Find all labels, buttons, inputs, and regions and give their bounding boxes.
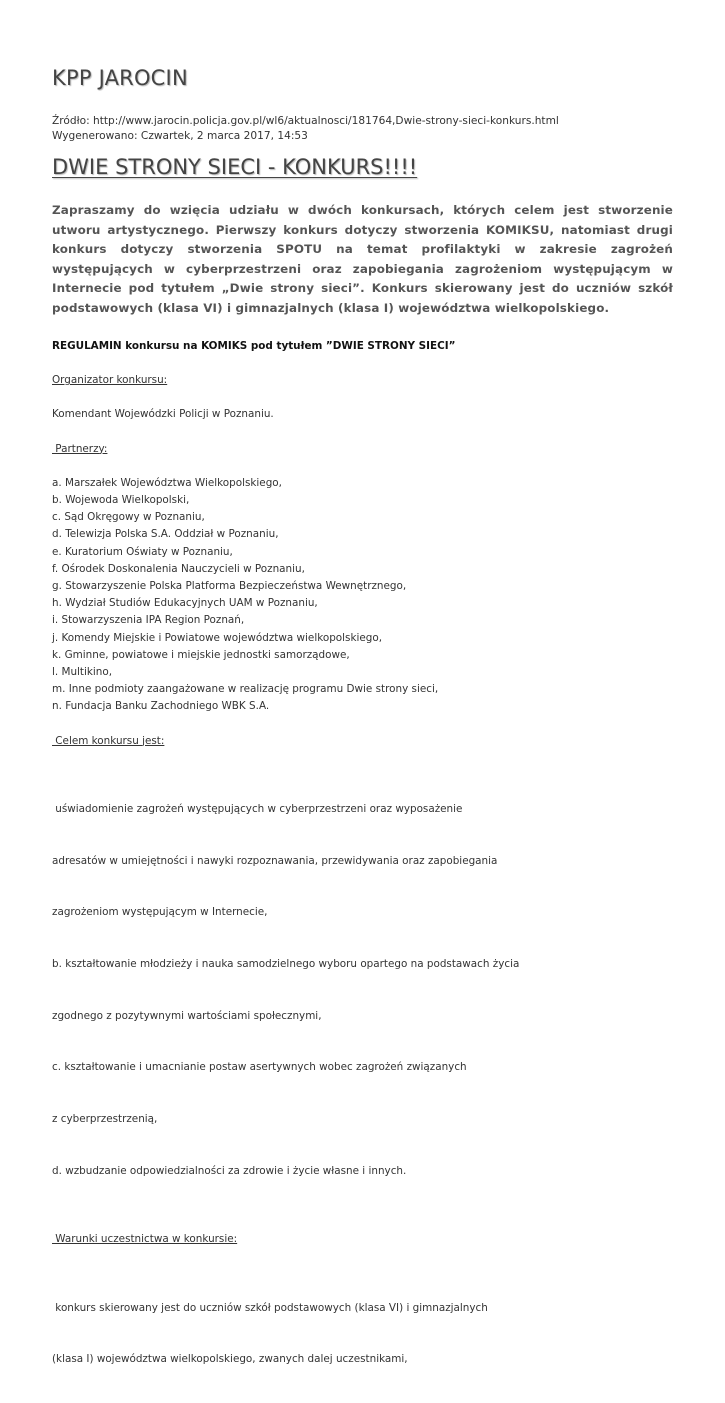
site-title: KPP JAROCIN — [52, 66, 188, 90]
partners-list — [52, 475, 677, 716]
regulation-title: REGULAMIN konkursu na KOMIKS pod tytułem ”DWIE STRONY SIECI” — [52, 340, 456, 352]
list-item: n. Fundacja Banku Zachodniego WBK S.A. — [52, 700, 270, 713]
article-body — [52, 338, 677, 1403]
list-item: uświadomienie zagrożeń występujących w cyberprzestrzeni oraz wyposażenie — [52, 803, 463, 816]
organizer-text: Komendant Wojewódzki Policji w Poznaniu. — [52, 408, 274, 421]
list-item: k. Gminne, powiatowe i miejskie jednostki samorządowe, — [52, 648, 350, 661]
list-item: d. Telewizja Polska S.A. Oddział w Poznaniu, — [52, 528, 279, 541]
list-item: c. Sąd Okręgowy w Poznaniu, — [52, 511, 205, 524]
list-item: m. Inne podmioty zaangażowane w realizację programu Dwie strony sieci, — [52, 683, 439, 696]
list-item: konkurs skierowany jest do uczniów szkół podstawowych (klasa VI) i gimnazjalnych — [52, 1301, 488, 1314]
list-item: (klasa I) województwa wielkopolskiego, zwanych dalej uczestnikami, — [52, 1353, 408, 1366]
list-item: j. Komendy Miejskie i Powiatowe województwa wielkopolskiego, — [52, 631, 383, 644]
generated-line: Wygenerowano: Czwartek, 2 marca 2017, 14:53 — [52, 130, 308, 142]
list-item: z cyberprzestrzenią, — [52, 1112, 158, 1125]
list-item: c. kształtowanie i umacnianie postaw asertywnych wobec zagrożeń związanych — [52, 1061, 467, 1074]
list-item: zgodnego z pozytywnymi wartościami społecznymi, — [52, 1009, 322, 1022]
goals-list — [52, 767, 677, 1214]
conditions-list — [52, 1265, 677, 1403]
list-item: g. Stowarzyszenie Polska Platforma Bezpieczeństwa Wewnętrznego, — [52, 580, 407, 593]
conditions-heading: Warunki uczestnictwa w konkursie: — [52, 1233, 238, 1246]
list-item: b. Wojewoda Wielkopolski, — [52, 494, 190, 507]
list-item: i. Stowarzyszenia IPA Region Poznań, — [52, 614, 245, 627]
list-item: l. Multikino, — [52, 666, 113, 679]
partners-heading: Partnerzy: — [52, 442, 108, 455]
list-item: h. Wydział Studiów Edukacyjnych UAM w Poznaniu, — [52, 597, 318, 610]
organizer-heading: Organizator konkursu: — [52, 374, 168, 387]
list-item: b. kształtowanie młodzieży i nauka samodzielnego wyboru opartego na podstawach życia — [52, 958, 520, 971]
list-item: adresatów w umiejętności i nawyki rozpoznawania, przewidywania oraz zapobiegania — [52, 854, 498, 867]
document-meta — [52, 114, 559, 144]
list-item: f. Ośrodek Doskonalenia Nauczycieli w Poznaniu, — [52, 562, 305, 575]
article-title: DWIE STRONY SIECI - KONKURS!!!! — [52, 155, 418, 179]
goal-heading: Celem konkursu jest: — [52, 734, 165, 747]
list-item: a. Marszałek Województwa Wielkopolskiego, — [52, 476, 282, 489]
list-item: zagrożeniom występującym w Internecie, — [52, 906, 268, 919]
list-item: d. wzbudzanie odpowiedzialności za zdrowie i życie własne i innych. — [52, 1164, 407, 1177]
source-line: Źródło: http://www.jarocin.policja.gov.pl/wl6/aktualnosci/181764,Dwie-strony-sieci-konkurs.html — [52, 115, 559, 127]
list-item: e. Kuratorium Oświaty w Poznaniu, — [52, 545, 233, 558]
article-lead: Zapraszamy do wzięcia udziału w dwóch konkursach, których celem jest stworzenie utworu artystycznego. Pierwszy konkurs dotyczy stworzenia KOMIKSU, natomiast drugi konkurs dotyczy stworzenia SPOTU na temat profilaktyki w zakresie zagrożeń występujących w cyberprzestrzeni oraz zapobiegania zagrożeniom występującym w Internecie pod tytułem „Dwie strony sieci”. Konkurs skierowany jest do uczniów szkół podstawowych (klasa VI) i gimnazjalnych (klasa I) województwa wielkopolskiego. — [52, 203, 673, 315]
